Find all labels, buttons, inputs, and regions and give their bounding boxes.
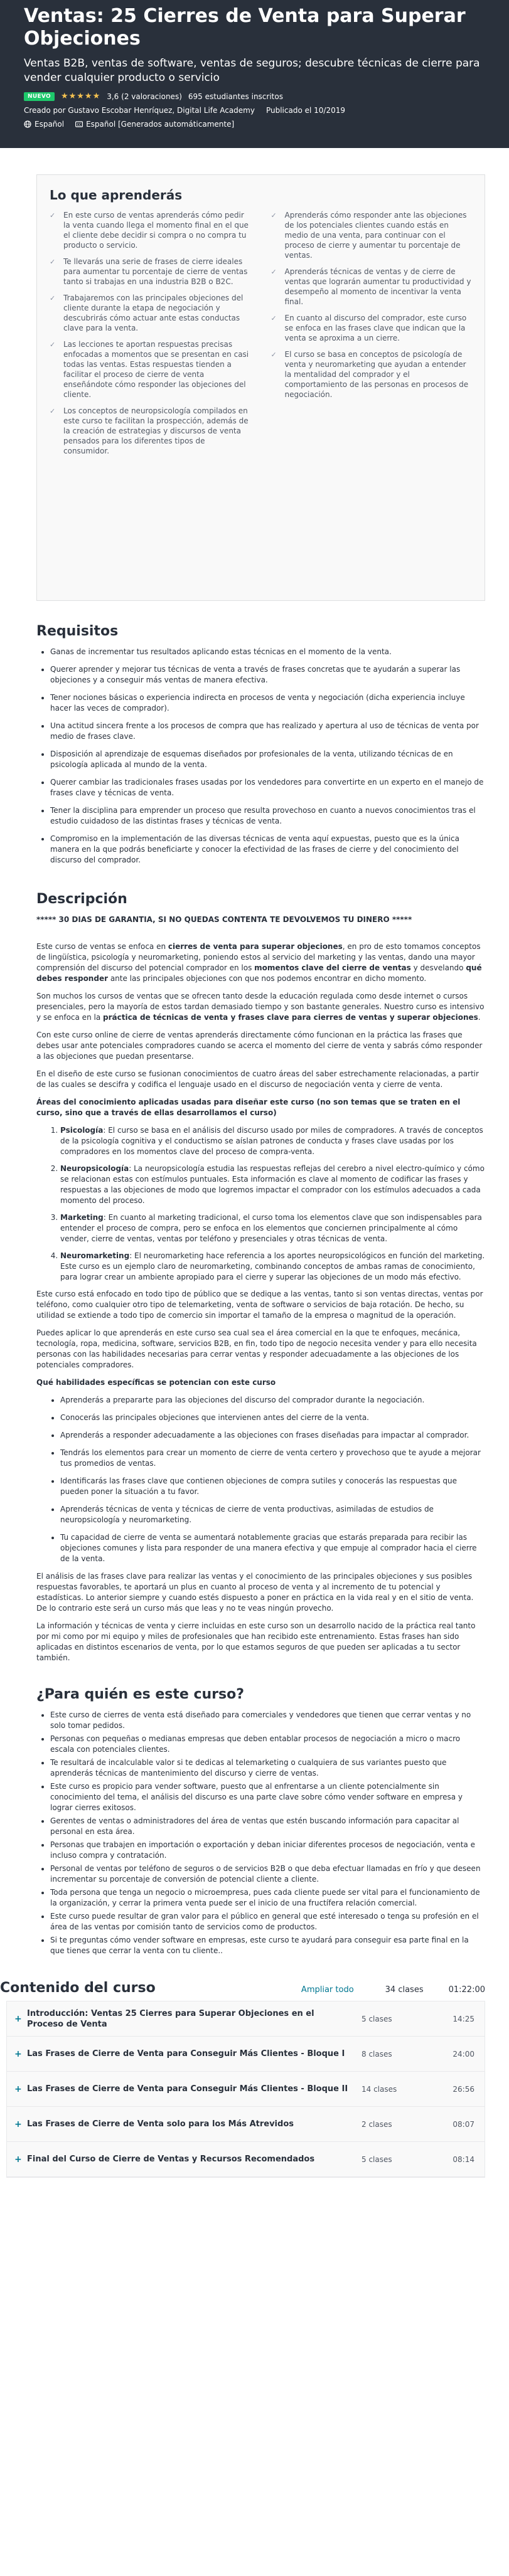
check-icon: ✓ — [271, 268, 277, 276]
published-date: Publicado el 10/2019 — [265, 106, 345, 115]
area-item: 2. Neuropsicología: La neuropsicología estudia las respuestas reflejas del cerebro a nivel electro-químico y cómo se relacionan estas con estímulos puntuales. Esta información es clave al momento de codificar las frases y respuestas a las objeciones de modo que logremos impactar el comprador con los estímulos adecuados a cada momento del proceso. — [60, 1163, 485, 1206]
audience-item: • Este curso puede resultar de gran valor para el público en general que esté interesado o tenga su profesión en el área de las ventas por comisión tanto de servicios como de productos. — [50, 1911, 485, 1932]
guarantee-text: ***** 30 DIAS DE GARANTIA, SI NO QUEDAS CONTENTA TE DEVOLVEMOS TU DINERO ***** — [36, 915, 412, 924]
course-header — [0, 0, 509, 148]
expand-all-link[interactable]: Ampliar todo — [301, 1985, 354, 1995]
globe-icon — [24, 120, 31, 128]
section-title: Las Frases de Cierre de Venta solo para los Más Atrevidos — [27, 2119, 294, 2129]
section-title: Las Frases de Cierre de Venta para Conseguir Más Clientes - Bloque I — [27, 2049, 345, 2059]
rating-row — [24, 92, 485, 101]
curriculum-header — [0, 1980, 485, 1996]
author-row — [24, 106, 485, 115]
check-icon: ✓ — [50, 407, 56, 415]
check-icon: ✓ — [50, 294, 56, 302]
description-paragraph: Puedes aplicar lo que aprenderás en este curso sea cual sea el área comercial en la que te enfoques, mecánica, tecnología, ropa, medicina, software, servicios B2B, en fin, todo tipo de negocio necesita vender y para ello necesita personas con las habilidades necesarias para cerrar ventas y responder adecuadamente a las objeciones de los potenciales compradores. — [36, 1328, 477, 1369]
closed-captions-icon — [75, 120, 83, 128]
section-time: 24:00 — [453, 2049, 474, 2059]
section-time: 14:25 — [453, 2014, 474, 2023]
requirement-item: • Una actitud sincera frente a los procesos de compra que has realizado y apertura al uso de técnicas de venta por medio de frases clave. — [50, 721, 485, 742]
audience-item: • Te resultará de incalculable valor si te dedicas al telemarketing o cualquiera de sus variantes puesto que aprenderás técnicas de mantenimiento del discurso y cierre de ventas. — [50, 1757, 485, 1779]
section-title: Las Frases de Cierre de Venta para Conseguir Más Clientes - Bloque II — [27, 2084, 348, 2094]
requirements-heading: Requisitos — [36, 623, 119, 639]
area-item: 3. Marketing: En cuanto al marketing tradicional, el curso toma los elementos clave que son indispensables para entender el proceso de compra, pero se enfoca en los elementos que conciernen principalmente al cómo vender, cierre de ventas, ventas por teléfono y presenciales y otras técnicas de venta. — [60, 1212, 485, 1244]
expand-plus-icon[interactable]: + — [14, 2084, 22, 2094]
learn-column-right — [271, 210, 473, 462]
expand-plus-icon[interactable]: + — [14, 2013, 22, 2024]
skill-item: • Tu capacidad de cierre de venta se aumentará notablemente gracias que estarás preparada para recibir las objeciones comunes y lista para responder de una manera efectiva y que empuje al comprador hacia el cierre de la venta. — [60, 1532, 485, 1564]
expand-plus-icon[interactable]: + — [14, 2154, 22, 2165]
skill-item: • Tendrás los elementos para crear un momento de cierre de venta certero y provechoso que te ayude a mejorar tus promedios de ventas. — [60, 1448, 485, 1469]
audience-item: • Si te preguntas cómo vender software en empresas, este curso te ayudará para conseguir esa parte final en la que tienes que cerrar la venta con tu cliente.. — [50, 1935, 485, 1956]
section-classes: 2 clases — [362, 2119, 392, 2129]
course-title: Ventas: 25 Cierres de Venta para Superar Objeciones — [24, 5, 466, 50]
section-time: 26:56 — [453, 2084, 474, 2094]
expand-plus-icon[interactable]: + — [14, 2119, 22, 2129]
audience-section — [36, 1687, 485, 1956]
author-text[interactable]: Creado por Gustavo Escobar Henríquez, Digital Life Academy — [24, 106, 255, 115]
audience-item: • Personal de ventas por teléfono de seguros o de servicios B2B o que deba efectuar llamadas en frío y que deseen incrementar su porcentaje de conversión de potencial cliente a cliente. — [50, 1863, 485, 1885]
learn-item: ✓ Trabajaremos con las principales objeciones del cliente durante la etapa de negociación y descubrirás cómo actuar ante estas conductas clave para la venta. — [50, 294, 244, 332]
area-item: 1. Psicología: El curso se basa en el análisis del discurso usado por miles de compradores. A través de conceptos de la psicología cognitiva y el conductismo se aíslan patrones de conducta y frases clave usadas por los compradores en los momentos clave del proceso de compra-venta. — [60, 1125, 485, 1157]
requirement-item: • Tener nociones básicas o experiencia indirecta en procesos de venta y negociación (dicha experiencia incluye hacer las veces de comprador). — [50, 692, 485, 714]
check-icon: ✓ — [50, 341, 56, 349]
section-classes: 14 clases — [362, 2084, 397, 2094]
audience-item: • Este curso de cierres de venta está diseñado para comerciales y vendedores que tienen que cerrar ventas y no solo tomar pedidos. — [50, 1710, 485, 1731]
rating-text[interactable]: 3,6 (2 valoraciones) — [107, 92, 182, 101]
curriculum-list — [6, 2001, 485, 2178]
learn-column-left — [50, 210, 251, 462]
audience-heading: ¿Para quién es este curso? — [36, 1687, 244, 1702]
learn-item: ✓ Aprenderás técnicas de ventas y de cierre de ventas que lograrán aumentar tu productividad y desempeño al momento de incentivar la venta final. — [271, 267, 471, 306]
description-paragraph: Este curso de ventas se enfoca en cierres de venta para superar objeciones, en pro de esto tomamos conceptos de lingüística, psicología y neuromarketing, poniendo estos al servicio del marketing y las ventas, dando una mayor comprensión del discurso del potencial comprador en los momentos clave del cierre de ventas y desvelando qué debes responder ante las principales objeciones con que nos podemos encontrar en dicho momento. — [36, 942, 482, 983]
requirements-section — [36, 623, 485, 866]
section-classes: 5 clases — [362, 2155, 392, 2164]
captions — [75, 120, 234, 129]
curriculum-heading: Contenido del curso — [0, 1980, 156, 1996]
audience-item: • Este curso es propicio para vender software, puesto que al enfrentarse a un cliente potencialmente sin conocimiento del tema, el análisis del discurso es una parte clave sobre cómo vender software en empresa y lograr cierres exitosos. — [50, 1781, 485, 1813]
language — [24, 120, 64, 129]
description-paragraph: Con este curso online de cierre de ventas aprenderás directamente cómo funcionan en la práctica las frases que debes usar ante potenciales compradores cuando se acerca el momento del cierre de venta y sabrás cómo responder a las objeciones que puedan presentarse. — [36, 1031, 483, 1061]
description-paragraph: Este curso está enfocado en todo tipo de público que se dedique a las ventas, tanto si son ventas directas, ventas por teléfono, como cualquier otro tipo de telemarketing, venta de software o servicios de baja rotación. De hecho, su utilidad se extiende a todo tipo de comercio sin importar el tamaño de la empresa o magnitud de la operación. — [36, 1290, 483, 1320]
course-subtitle: Ventas B2B, ventas de software, ventas de seguros; descubre técnicas de cierre para vender cualquier producto o servicio — [24, 57, 480, 84]
requirement-item: • Querer cambiar las tradicionales frases usadas por los vendedores para convertirte en un experto en el manejo de frases clave y técnicas de venta. — [50, 777, 485, 798]
learn-item: ✓ Aprenderás cómo responder ante las objeciones de los potenciales clientes cuando estás en medio de una venta, para continuar con el proceso de cierre y aumentar tu porcentaje de ventas. — [271, 211, 467, 260]
section-classes: 5 clases — [362, 2014, 392, 2023]
learn-item: ✓ Los conceptos de neuropsicología compilados en este curso te facilitan la prospección, además de la creación de estrategias y discursos de venta pensados para los diferentes tipos de consumidor. — [50, 406, 249, 455]
section-classes: 8 clases — [362, 2049, 392, 2059]
learn-item: ✓ En cuanto al discurso del comprador, este curso se enfoca en las frases clave que indican que la venta se aproxima a un cierre. — [271, 314, 467, 342]
areas-list — [36, 1125, 485, 1283]
description-paragraph: El análisis de las frases clave para realizar las ventas y el conocimiento de las principales objeciones y sus posibles respuestas favorables, te aportará un plus en cuanto al proceso de venta y al incremento de tu potencial y estadísticas. Lo anterior siempre y cuando estés dispuesto a poner en práctica en la vida real y en el sitio de venta. De lo contrario este será un curso más que leas y no te veas ningún provecho. — [36, 1572, 474, 1613]
learn-heading: Lo que aprenderás — [50, 188, 183, 203]
new-badge: NUEVO — [24, 92, 55, 101]
description-paragraph: La información y técnicas de venta y cierre incluidas en este curso son un desarrollo nacido de la práctica real tanto por mi como por mi equipo y miles de profesionales que han recibido este entrenamiento. Estas frases han sido aplicadas en distintos escenarios de venta, por lo que estamos seguros de que pueden ser aplicadas a tu sector también. — [36, 1621, 476, 1662]
description-heading: Descripción — [36, 891, 127, 907]
section-time: 08:07 — [453, 2119, 474, 2129]
expand-plus-icon[interactable]: + — [14, 2049, 22, 2059]
skill-item: • Conocerás las principales objeciones que intervienen antes del cierre de la venta. — [60, 1413, 485, 1423]
area-item: 4. Neuromarketing: El neuromarketing hace referencia a los aportes neuropsicológicos en función del marketing. Este curso es un ejemplo claro de neuromarketing, combinando conceptos de ambas ramas de conocimiento, para lograr crear un ambiente apropiado para el cierre y superar las objeciones de un modo más efectivo. — [60, 1251, 485, 1283]
curriculum-section[interactable] — [7, 2072, 485, 2107]
skills-list — [36, 1395, 485, 1564]
check-icon: ✓ — [271, 351, 277, 359]
check-icon: ✓ — [271, 314, 277, 322]
check-icon: ✓ — [50, 211, 56, 220]
learn-item: ✓ Te llevarás una serie de frases de cierre ideales para aumentar tu porcentaje de cierre de ventas tanto si trabajas en una industria B2B o B2C. — [50, 257, 248, 286]
learn-item: ✓ El curso se basa en conceptos de psicología de venta y neuromarketing que ayudan a entender la mentalidad del comprador y el comportamiento de las personas en procesos de negociación. — [271, 350, 469, 399]
audience-item: • Toda persona que tenga un negocio o microempresa, pues cada cliente puede ser vital para el funcionamiento de la organización, y cerrar la primera venta puede ser el inicio de una fructífera relación comercial. — [50, 1887, 485, 1909]
section-title: Final del Curso de Cierre de Ventas y Recursos Recomendados — [27, 2155, 315, 2164]
skill-item: • Aprenderás a prepararte para las objeciones del discurso del comprador durante la negociación. — [60, 1395, 485, 1406]
areas-heading: Áreas del conocimiento aplicadas usadas para diseñar este curso (no son temas que se traten en el curso, sino que a través de ellas desarrollamos el curso) — [36, 1098, 461, 1117]
learn-item: ✓ Las lecciones te aportan respuestas precisas enfocadas a momentos que se presentan en casi todas las ventas. Estas respuestas tienden a facilitar el proceso de cierre de venta enseñándote cómo responder las objeciones del cliente. — [50, 340, 249, 399]
skill-item: • Aprenderás a responder adecuadamente a las objeciones con frases diseñadas para impactar al comprador. — [60, 1430, 485, 1441]
check-icon: ✓ — [271, 211, 277, 220]
audience-item: • Gerentes de ventas o administradores del área de ventas que estén buscando información para capacitar al personal en esta área. — [50, 1816, 485, 1837]
requirement-item: • Tener la disciplina para emprender un proceso que resulta provechoso en cuanto a nuevos conocimientos tras el estudio cuidadoso de las distintas frases y técnicas de venta. — [50, 805, 485, 827]
section-title: Introducción: Ventas 25 Cierres para Superar Objeciones en el Proceso de Venta — [27, 2008, 314, 2029]
skills-heading: Qué habilidades específicas se potencian con este curso — [36, 1378, 276, 1387]
language-row — [24, 120, 485, 129]
description-paragraph: Son muchos los cursos de ventas que se ofrecen tanto desde la educación regulada como desde internet o cursos presenciales, pero la mayoría de estos tardan demasiado tiempo y son bastante generales. Nuestro curso es intensivo y se enfoca en la práctica de técnicas de venta y frases clave para cierres de ventas y superar objeciones. — [36, 992, 485, 1022]
requirement-item: • Querer aprender y mejorar tus técnicas de venta a través de frases concretas que te ayudarán a superar las objeciones y a conseguir más ventas de manera efectiva. — [50, 664, 485, 686]
description-section — [36, 891, 485, 1663]
total-time: 01:22:00 — [448, 1985, 485, 1995]
learn-item: ✓ En este curso de ventas aprenderás cómo pedir la venta cuando llega el momento final en el que el cliente debe decidir si compra o no compra tu producto o servicio. — [50, 211, 249, 250]
check-icon: ✓ — [50, 258, 56, 266]
requirement-item: • Ganas de incrementar tus resultados aplicando estas técnicas en el momento de la venta. — [50, 647, 485, 657]
audience-item: • Personas que trabajen en importación o exportación y deban iniciar diferentes procesos de negociación, venta e incluso compra y contratación. — [50, 1840, 485, 1861]
curriculum-section[interactable] — [7, 2001, 485, 2037]
what-you-will-learn — [36, 174, 485, 601]
curriculum-section[interactable] — [7, 2107, 485, 2142]
language-label: Español — [35, 120, 65, 129]
svg-text:CC: CC — [77, 123, 82, 127]
captions-label: Español [Generados automáticamente] — [86, 120, 235, 129]
rating-stars-icon: ★★★★★ — [60, 92, 101, 101]
skill-item: • Aprenderás técnicas de venta y técnicas de cierre de venta productivas, asimiladas de estudios de neuropsicología y neuromarketing. — [60, 1504, 485, 1525]
audience-item: • Personas con pequeñas o medianas empresas que deben entablar procesos de negociación a micro o macro escala con potenciales clientes. — [50, 1734, 485, 1755]
total-classes: 34 clases — [385, 1985, 424, 1995]
requirement-item: • Disposición al aprendizaje de esquemas diseñados por profesionales de la venta, utilizando técnicas de en psicología aplicada al mundo de la venta. — [50, 749, 485, 770]
students-count: 695 estudiantes inscritos — [188, 92, 283, 101]
curriculum-section[interactable] — [7, 2037, 485, 2072]
section-time: 08:14 — [453, 2155, 474, 2164]
requirement-item: • Compromiso en la implementación de las diversas técnicas de venta aquí expuestas, puesto que es la única manera en la que podrás beneficiarte y conocer la efectividad de las frases de cierre y del conocimiento del discurso del comprador. — [50, 834, 485, 866]
skill-item: • Identificarás las frases clave que contienen objeciones de compra sutiles y conocerás las respuestas que pueden poner la situación a tu favor. — [60, 1476, 485, 1497]
curriculum-section[interactable] — [7, 2142, 485, 2177]
description-paragraph: En el diseño de este curso se fusionan conocimientos de cuatro áreas del saber estrechamente relacionadas, a partir de las cuales se descifra y codifica el lenguaje usado en el discurso de negociación venta y cierre de venta. — [36, 1069, 479, 1089]
